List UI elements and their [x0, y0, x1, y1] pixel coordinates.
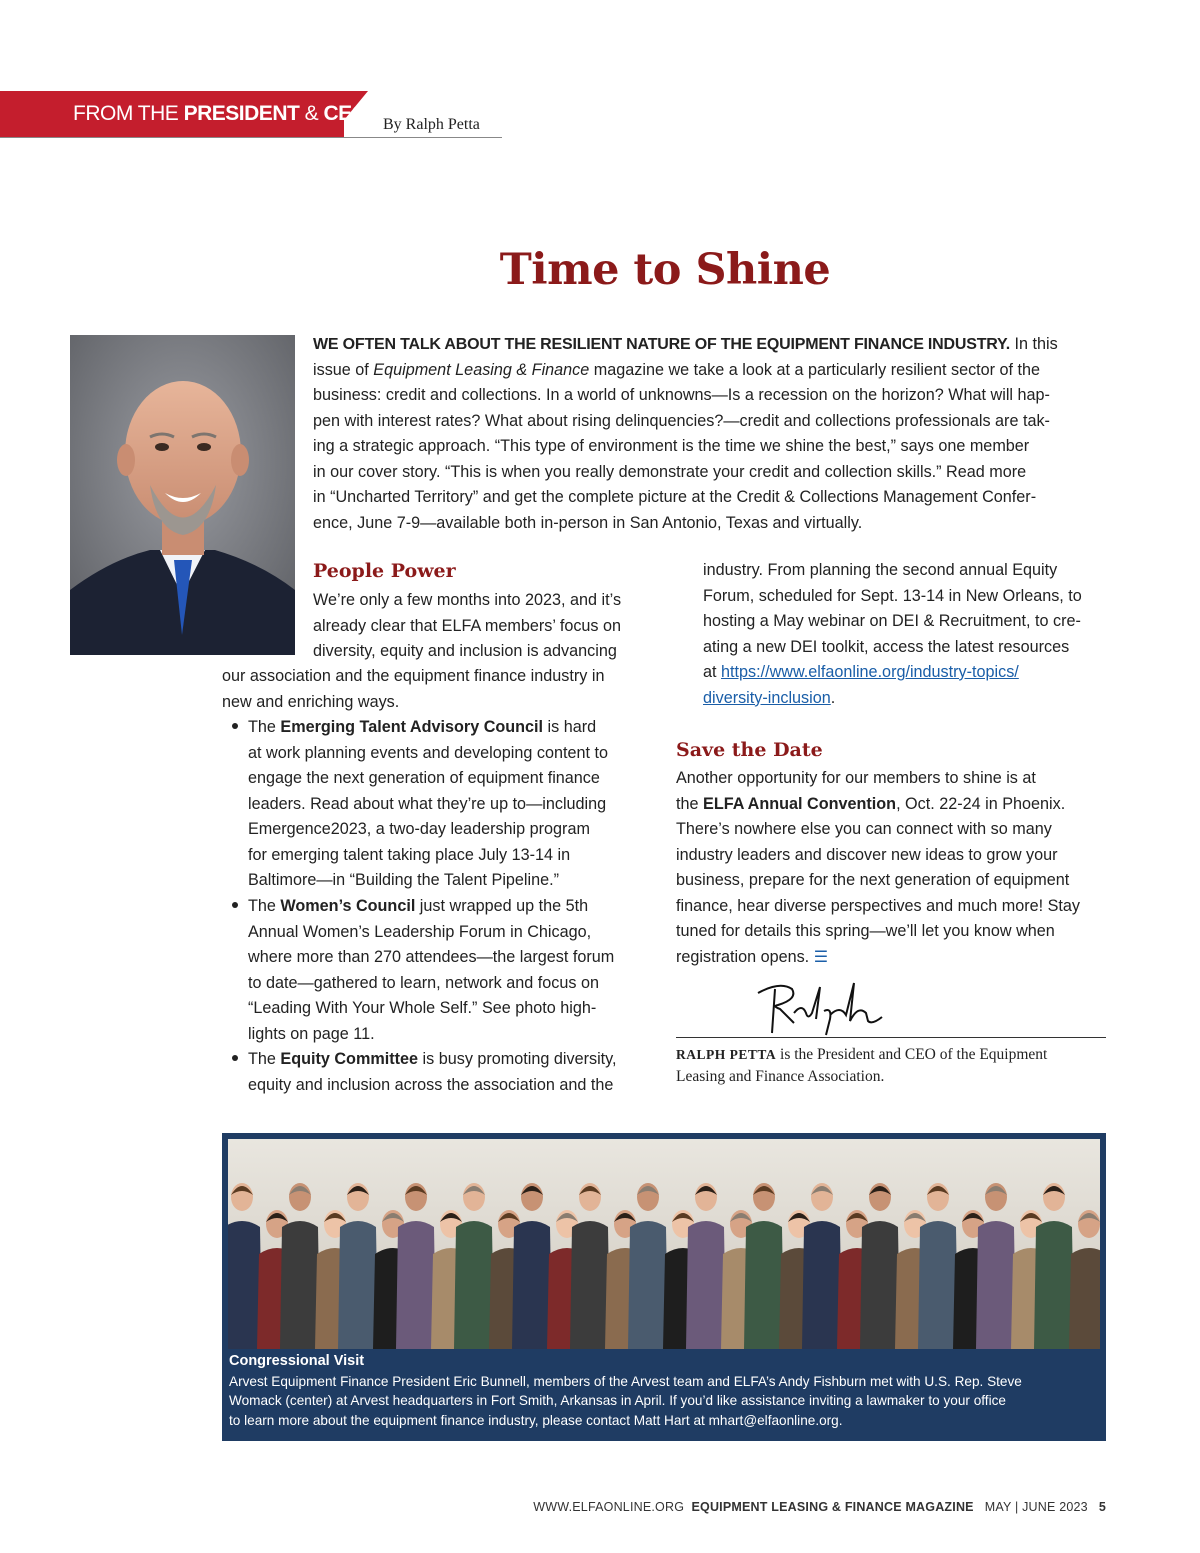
body-text: tuned for details this spring—we’ll let you know when [676, 922, 1055, 940]
body-text: Forum, scheduled for Sept. 13-14 in New Orleans, to [703, 586, 1082, 605]
body-text: is hard [543, 718, 597, 736]
body-text: industry leaders and discover new ideas to grow your [676, 845, 1058, 864]
signature-rule [676, 1037, 1106, 1038]
people-power-heading: People Power [313, 560, 456, 582]
body-text: Annual Women’s Leadership Forum in Chicago, [248, 922, 592, 941]
footer-issue: MAY | JUNE 2023 [984, 1500, 1088, 1514]
body-text: at work planning events and developing content to [248, 743, 608, 762]
equity-continuation [703, 558, 1082, 711]
bullet-icon [232, 723, 238, 729]
committee-name: Equity Committee [280, 1050, 419, 1068]
save-the-date-body [676, 766, 1080, 970]
page-number: 5 [1098, 1500, 1106, 1514]
footer-magazine: EQUIPMENT LEASING & FINANCE MAGAZINE [691, 1500, 974, 1514]
body-text: . [830, 688, 836, 707]
body-text: hosting a May webinar on DEI & Recruitment, to cre- [703, 612, 1081, 630]
author-name: RALPH PETTA [676, 1047, 777, 1062]
body-text: for emerging talent taking place July 13-14 in [248, 845, 571, 864]
body-text: “Leading With Your Whole Self.” See photo high- [248, 999, 597, 1017]
body-text: Baltimore—in “Building the Talent Pipeline.” [248, 871, 560, 889]
body-text: already clear that ELFA members’ focus on [313, 616, 622, 635]
bullet-equity-committee [248, 1047, 617, 1098]
body-text: just wrapped up the 5th [415, 897, 589, 915]
intro-text: business: credit and collections. In a world of unknowns—Is a recession on the horizon? What will hap- [313, 386, 1050, 404]
body-text: our association and the equipment finance industry in [222, 667, 605, 685]
bullet-womens-council [248, 894, 614, 1047]
end-mark-icon: ☰ [813, 947, 829, 966]
author-bio [676, 1044, 1116, 1087]
intro-text: in “Uncharted Territory” and get the complete picture at the Credit & Collections Management Confer- [313, 488, 1037, 506]
convention-name: ELFA Annual Convention [703, 794, 897, 813]
body-text: where more than 270 attendees—the largest forum [248, 948, 615, 966]
body-text: finance, hear diverse perspectives and much more! Stay [676, 896, 1080, 915]
body-text: Another opportunity for our members to shine is at [676, 769, 1036, 787]
article-title: Time to Shine [499, 245, 831, 295]
signature-graphic [750, 975, 900, 1040]
body-text: diversity, equity and inclusion is advancing [313, 642, 617, 660]
council-name: Women’s Council [280, 897, 416, 915]
caption-text: to learn more about the equipment finance industry, please contact Matt Hart at mhart@elfaonline.org. [229, 1412, 843, 1428]
magazine-name: Equipment Leasing & Finance [373, 360, 590, 379]
body-text: business, prepare for the next generation of equipment [676, 871, 1070, 889]
byline: By Ralph Petta [383, 116, 480, 133]
body-text: lights on page 11. [248, 1024, 375, 1043]
body-text: , Oct. 22-24 in Phoenix. [896, 794, 1066, 813]
group-photo [228, 1139, 1100, 1349]
page-footer [0, 1500, 1106, 1514]
bullet-icon [232, 902, 238, 908]
bio-text: Leasing and Finance Association. [676, 1067, 885, 1085]
body-text: The [248, 1050, 281, 1068]
caption-text: Womack (center) at Arvest headquarters in Fort Smith, Arkansas in April. If you’d like assistance inviting a lawmaker to your office [229, 1393, 1006, 1408]
bio-text: is the President and CEO of the Equipment [776, 1046, 1048, 1063]
dei-resources-link[interactable]: https://www.elfaonline.org/industry-topics/ [721, 663, 1019, 681]
body-text: registration opens. [676, 947, 810, 966]
section-president: PRESIDENT [183, 102, 300, 125]
save-the-date-heading: Save the Date [676, 739, 823, 761]
intro-text: in our cover story. “This is when you really demonstrate your credit and collection skills.” Read more [313, 462, 1027, 481]
body-text: engage the next generation of equipment finance [248, 769, 600, 787]
intro-text: magazine we take a look at a particularly resilient sector of the [589, 360, 1041, 379]
body-text: industry. From planning the second annual Equity [703, 561, 1058, 579]
section-prefix: FROM THE [73, 102, 184, 125]
intro-lead: WE OFTEN TALK ABOUT THE RESILIENT NATURE OF THE EQUIPMENT FINANCE INDUSTRY. [313, 336, 1010, 353]
council-name: Emerging Talent Advisory Council [280, 718, 544, 736]
author-portrait [70, 335, 295, 655]
people-power-full [222, 664, 604, 715]
bullet-icon [232, 1055, 238, 1061]
caption-text: Arvest Equipment Finance President Eric Bunnell, members of the Arvest team and ELFA’s Andy Fishburn met with U.S. Rep. Steve [229, 1373, 1022, 1389]
body-text: the [676, 794, 704, 813]
body-text: is busy promoting diversity, [418, 1050, 617, 1068]
body-text: to date—gathered to learn, network and focus on [248, 973, 599, 992]
intro-text: ence, June 7-9—available both in-person in San Antonio, Texas and virtually. [313, 513, 863, 532]
footer-url: WWW.ELFAONLINE.ORG [533, 1500, 685, 1514]
section-label [73, 101, 368, 127]
section-ceo: CEO [323, 102, 368, 125]
body-text: new and enriching ways. [222, 692, 400, 711]
intro-text: pen with interest rates? What about rising delinquencies?—credit and collections professionals are tak- [313, 411, 1050, 430]
section-amp: & [299, 102, 324, 125]
intro-text: issue of [313, 360, 374, 379]
photo-caption [229, 1352, 1099, 1430]
body-text: leaders. Read about what they’re up to—including [248, 794, 607, 813]
header-rule [0, 137, 502, 138]
dei-resources-link[interactable]: diversity-inclusion [703, 688, 831, 707]
people-power-indented [313, 588, 621, 665]
bullet-emerging-talent [248, 715, 608, 894]
body-text: The [248, 897, 281, 915]
body-text: The [248, 718, 281, 736]
body-text: Emergence2023, a two-day leadership program [248, 820, 590, 838]
body-text: ating a new DEI toolkit, access the latest resources [703, 637, 1070, 656]
intro-paragraph [313, 332, 1113, 536]
caption-title: Congressional Visit [229, 1353, 365, 1369]
body-text: equity and inclusion across the association and the [248, 1075, 614, 1094]
body-text: There’s nowhere else you can connect with so many [676, 820, 1052, 838]
intro-text: ing a strategic approach. “This type of environment is the time we shine the best,” says one member [313, 437, 1030, 455]
intro-text: In this [1010, 335, 1058, 353]
body-text: We’re only a few months into 2023, and it’s [313, 591, 622, 609]
body-text: at [703, 663, 721, 681]
